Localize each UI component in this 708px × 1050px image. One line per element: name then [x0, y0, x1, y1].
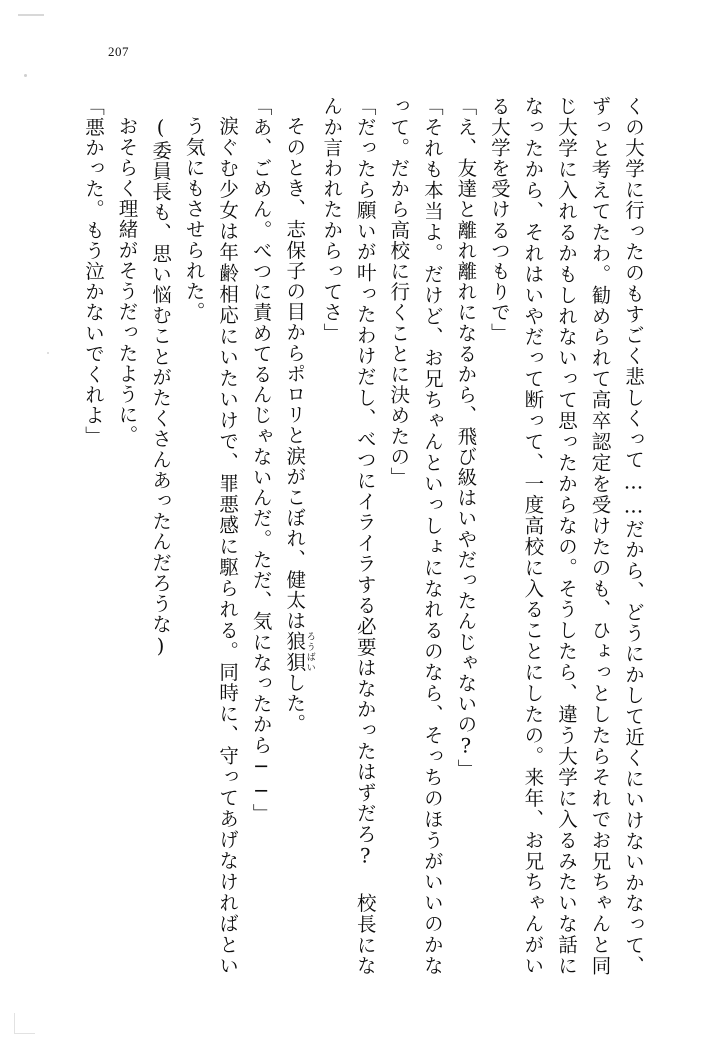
page-body-text: [60, 96, 650, 976]
scan-speck-lower: [47, 352, 49, 354]
paragraph: そのとき、志保子の目からポロリと涙がこぼれ、健太は狼狽ろうばいした。: [283, 116, 315, 735]
scan-speck-upper: [24, 74, 27, 77]
scan-edge-artifact-top: [18, 14, 44, 16]
page-number: 207: [108, 44, 129, 59]
paragraph: 「それも本当よ。だけど、お兄ちゃんといっしょになれるのなら、そっちのほうがいいのかなって。だから高校に行くことに決めたの」: [387, 96, 444, 976]
paragraph: (委員長も、思い悩むことがたくさんあったんだろうな): [149, 116, 173, 659]
scan-edge-artifact-bottom: [14, 1013, 35, 1034]
paragraph: くの大学に行ったのもすごく悲しくって……だから、どうにかして近くにいけないかなって、ずっと考えてたわ。勧められて高卒認定を受けたのも、ひょっとしたらそれでお兄ちゃんと同じ大学に入れるかもしれないって思ったからなの。そうしたら、違う大学に入るみたいな話になったから、それはいやだって断って、一度高校に入ることにしたの。来年、お兄ちゃんがいる大学を受けるつもりで」: [487, 96, 645, 976]
paragraph: 「え、友達と離れ離れになるから、飛び級はいやだったんじゃないの?」: [454, 96, 478, 780]
paragraph: 「あ、ごめん。べつに責めてるんじゃないんだ。ただ、気になったから──」: [249, 96, 273, 824]
ruby-annotation: 狼狽ろうばい: [283, 631, 315, 673]
paragraph: 「だったら願いが叶ったわけだし、べつにイライラする必要はなかったはずだろ? 校長になんか言われたからってさ」: [320, 96, 377, 976]
paragraph: 涙ぐむ少女は年齢相応にいたいけで、罪悪感に駆られる。同時に、守ってあげなければという気にもさせられた。: [182, 116, 240, 976]
paragraph: 「悪かった。もう泣かないでくれよ」: [82, 96, 105, 447]
paragraph: おそらく理緒がそうだったように。: [115, 116, 139, 446]
